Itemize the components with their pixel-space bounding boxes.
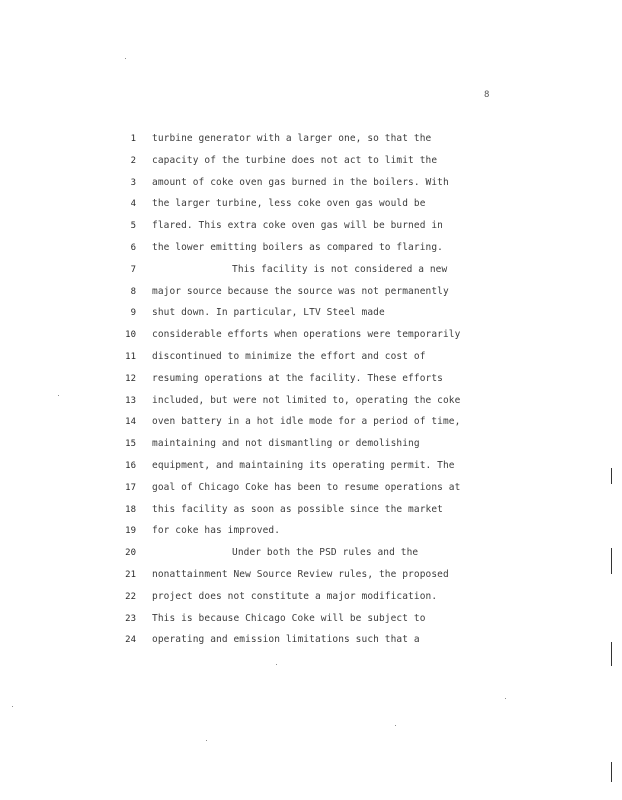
line-number: 4: [130, 199, 136, 210]
line-text: the lower emitting boilers as compared to flaring.: [152, 242, 443, 253]
line-text: oven battery in a hot idle mode for a period of time,: [152, 416, 461, 428]
line-number: 12: [125, 373, 136, 384]
line-number: 10: [125, 330, 136, 341]
line-text: the larger turbine, less coke oven gas would be: [152, 198, 426, 210]
line-number: 6: [130, 243, 136, 253]
transcript-line: [0, 176, 622, 194]
line-text: Under both the PSD rules and the: [232, 547, 419, 559]
scan-speck: [276, 664, 277, 665]
transcript-line: [0, 306, 622, 324]
line-number: 23: [125, 613, 136, 624]
line-text: shut down. In particular, LTV Steel made: [152, 307, 385, 319]
line-number: 13: [125, 395, 136, 406]
transcript-line: [0, 612, 622, 630]
line-text: nonattainment New Source Review rules, the proposed: [152, 569, 449, 580]
scan-speck: [12, 706, 13, 707]
scan-mark: [611, 642, 612, 666]
line-number: 7: [130, 264, 136, 275]
scan-speck: [125, 58, 126, 59]
transcript-line: [0, 415, 622, 433]
line-text: this facility as soon as possible since the market: [152, 503, 443, 515]
transcript-line: [0, 219, 622, 237]
line-text: project does not constitute a major modification.: [152, 590, 438, 602]
line-text: major source because the source was not permanently: [152, 285, 449, 297]
line-number: 1: [130, 134, 136, 144]
line-text: goal of Chicago Coke has been to resume operations at: [152, 481, 461, 493]
transcript-line: [0, 524, 622, 542]
transcript-line: [0, 568, 622, 586]
scan-speck: [505, 698, 506, 699]
line-number: 8: [130, 286, 136, 297]
line-number: 22: [125, 591, 136, 602]
transcript-line: [0, 263, 622, 281]
line-text: for coke has improved.: [152, 525, 281, 537]
line-number: 2: [130, 155, 136, 166]
transcript-line: [0, 503, 622, 521]
transcript-line: [0, 481, 622, 499]
line-number: 21: [125, 570, 136, 580]
transcript-line: [0, 372, 622, 390]
line-number: 14: [125, 417, 136, 428]
line-number: 3: [130, 177, 136, 188]
line-number: 5: [130, 221, 136, 232]
transcript-line: [0, 132, 622, 150]
line-text: This facility is not considered a new: [232, 263, 448, 275]
line-number: 20: [125, 548, 136, 559]
scan-speck: [206, 740, 207, 741]
transcript-line: [0, 328, 622, 346]
transcript-line: [0, 459, 622, 477]
line-text: equipment, and maintaining its operating permit. The: [152, 460, 455, 471]
transcript-line: [0, 590, 622, 608]
transcript-line: [0, 437, 622, 455]
line-number: 11: [125, 352, 136, 362]
line-text: amount of coke oven gas burned in the boilers. With: [152, 176, 449, 188]
page-number: 8: [484, 90, 490, 100]
line-text: operating and emission limitations such that a: [152, 634, 420, 646]
transcript-line: [0, 285, 622, 303]
line-text: turbine generator with a larger one, so that the: [152, 133, 432, 144]
line-text: discontinued to minimize the effort and cost of: [152, 351, 426, 362]
line-number: 17: [125, 482, 136, 493]
line-number: 9: [130, 308, 136, 319]
transcript-line: [0, 154, 622, 172]
transcript-line: [0, 633, 622, 651]
line-text: included, but were not limited to, operating the coke: [152, 394, 461, 406]
scan-mark: [611, 468, 612, 484]
scan-mark: [611, 762, 612, 782]
line-number: 18: [125, 504, 136, 515]
line-text: capacity of the turbine does not act to limit the: [152, 154, 438, 166]
line-number: 24: [125, 635, 136, 646]
transcript-line: [0, 241, 622, 259]
line-number: 19: [125, 526, 136, 537]
line-text: considerable efforts when operations were temporarily: [152, 329, 461, 341]
line-text: resuming operations at the facility. These efforts: [152, 372, 443, 384]
scan-speck: [395, 725, 396, 726]
transcript-line: [0, 546, 622, 564]
line-number: 16: [125, 461, 136, 471]
scan-speck: [58, 395, 59, 396]
transcript-line: [0, 197, 622, 215]
scan-mark: [611, 548, 612, 574]
line-text: This is because Chicago Coke will be subject to: [152, 612, 426, 624]
line-text: maintaining and not dismantling or demolishing: [152, 438, 420, 450]
transcript-line: [0, 350, 622, 368]
line-number: 15: [125, 439, 136, 450]
line-text: flared. This extra coke oven gas will be burned in: [152, 220, 443, 232]
transcript-line: [0, 394, 622, 412]
